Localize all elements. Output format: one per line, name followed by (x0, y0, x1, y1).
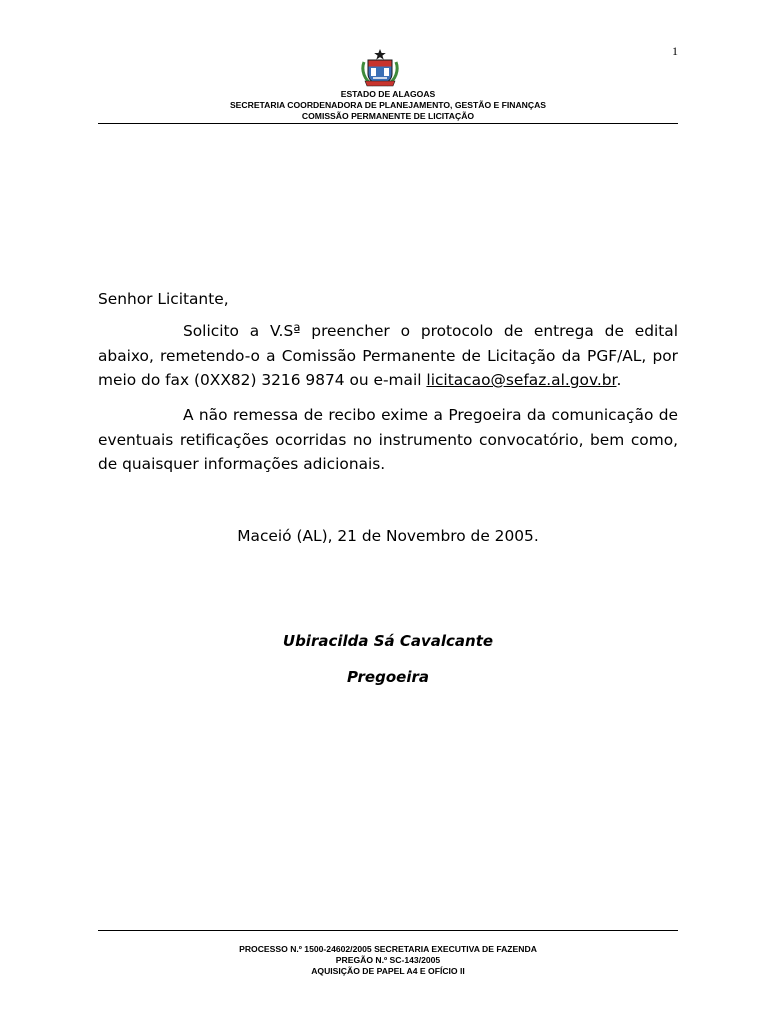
salutation: Senhor Licitante, (98, 290, 229, 308)
footer-auction: PREGÃO N.º SC-143/2005 (335, 955, 441, 965)
footer-subject: AQUISIÇÃO DE PAPEL A4 E OFÍCIO II (311, 966, 465, 976)
header-divider (98, 123, 678, 124)
footer-divider (98, 930, 678, 931)
paragraph-notice (98, 403, 678, 477)
paragraph-request-end: . (616, 371, 622, 389)
paragraph-notice-text: A não remessa de recibo exime a Pregoeira da comunicação de eventuais retificações ocorridas no instrumento convocatório, bem como, de quaisquer informações adicionais. (98, 406, 678, 473)
header-state: ESTADO DE ALAGOAS (340, 89, 436, 99)
email-link[interactable]: licitacao@sefaz.al.gov.br (426, 371, 617, 389)
paragraph-request-text: Solicito a V.Sª preencher o protocolo de entrega de edital abaixo, remetendo-o a Comissão Permanente de Licitação da PGF/AL, por meio do fax (0XX82) 3216 9874 ou e-mail (98, 322, 678, 389)
header-commission: COMISSÃO PERMANENTE DE LICITAÇÃO (301, 111, 475, 121)
header-secretariat: SECRETARIA COORDENADORA DE PLANEJAMENTO, GESTÃO E FINANÇAS (229, 100, 547, 110)
coat-of-arms-icon (359, 48, 401, 88)
signer-name: Ubiracilda Sá Cavalcante (282, 632, 494, 650)
document-header (98, 89, 678, 122)
document-footer (98, 944, 678, 977)
footer-process: PROCESSO N.º 1500-24602/2005 SECRETARIA EXECUTIVA DE FAZENDA (239, 944, 537, 954)
signer-role: Pregoeira (347, 668, 429, 686)
date-line: Maceió (AL), 21 de Novembro de 2005. (237, 527, 539, 545)
paragraph-request (98, 319, 678, 393)
page-number: 1 (672, 44, 678, 58)
